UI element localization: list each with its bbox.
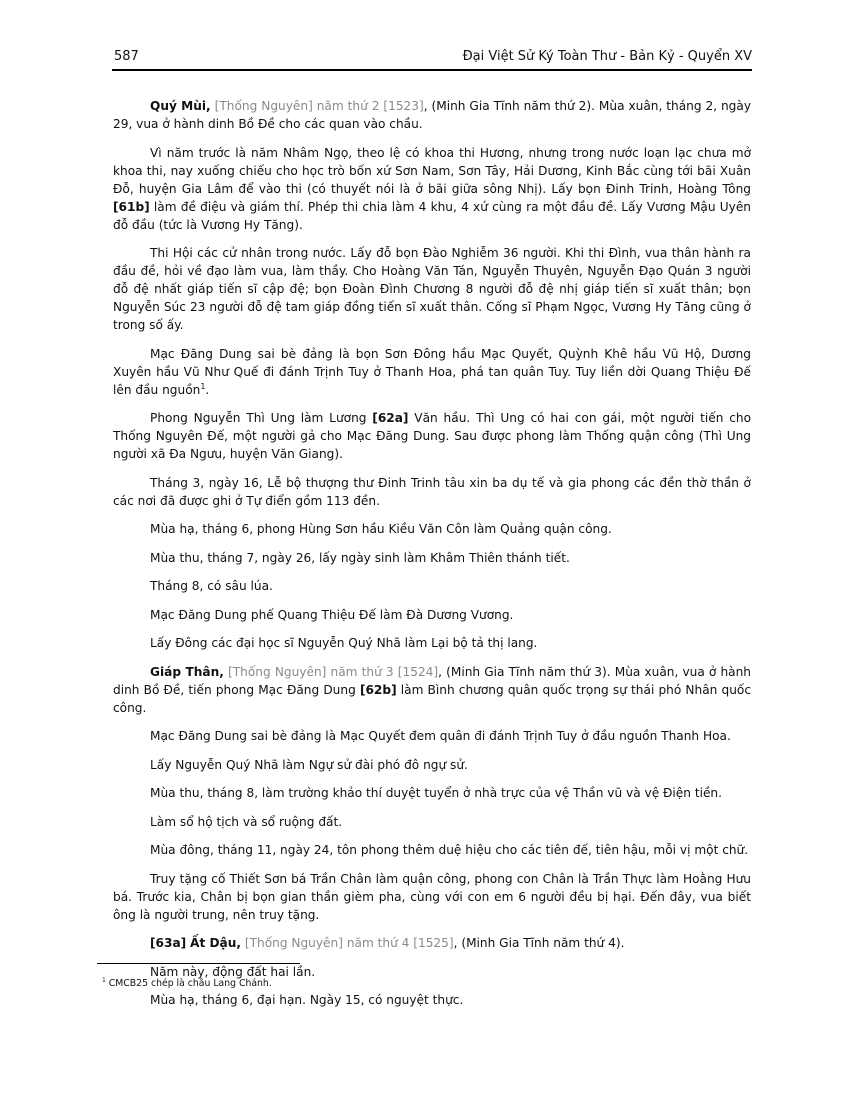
paragraph-text: Mạc Đăng Dung phế Quang Thiệu Đế làm Đà Dương Vương. (150, 607, 514, 622)
paragraph (113, 144, 751, 234)
paragraph (113, 606, 751, 624)
paragraph (113, 813, 751, 831)
paragraph (113, 841, 751, 859)
era-annotation: [Thống Nguyên] năm thứ 2 [1523] (214, 99, 424, 113)
paragraph (113, 727, 751, 745)
era-annotation: [Thống Nguyên] năm thứ 3 [1524] (228, 664, 439, 679)
paragraph-text: Văn hầu. Thì Ung có hai con gái, một người tiến cho Thống Nguyên Đế, một người gả cho Mạc Đăng Dung. Sau được phong làm Thống quận công (Thì Ung người xã Đa Ngưu, huyện Văn Giang). (113, 411, 752, 461)
paragraph-text: Mạc Đăng Dung sai bè đảng là bọn Sơn Đông hầu Mạc Quyết, Quỳnh Khê hầu Vũ Hộ, Dương Xuyên hầu Vũ Như Quế đi đánh Trịnh Tuy ở Thanh Hoa, phá tan quân Tuy. Tuy liền dời Quang Thiệu Đế lên đầu nguồn (113, 346, 751, 397)
paragraph-text: Tháng 3, ngày 16, Lễ bộ thượng thư Đinh Trinh tâu xin ba dụ tế và gia phong các đền thờ thần ở các nơi đã được ghi ở Tự điển gồm 113 đền. (113, 475, 751, 508)
paragraph-giap-than (113, 663, 751, 717)
paragraph-text: Vì năm trước là năm Nhâm Ngọ, theo lệ có khoa thi Hương, nhưng trong nước loạn lạc chưa mở khoa thi, nay xuống chiếu cho học trò bốn xứ Sơn Nam, Sơn Tây, Hải Dương, Kinh Bắc cùng tới bãi Xuân Đỗ, huyện Gia Lâm để vào thi (có thuyết nói là ở bãi giữa sông Nhị). Lấy bọn Đinh Trinh, Hoàng Tông (113, 145, 751, 196)
paragraph (113, 756, 751, 774)
book-title: Đại Việt Sử Ký Toàn Thư - Bản Kỷ - Quyển XV (462, 49, 752, 64)
paragraph-text: làm đề điệu và giám thí. Phép thi chia làm 4 khu, 4 xứ cùng ra một đầu đề. Lấy Vương Mậu Uyên đỗ đầu (tức là Vương Hy Tăng). (113, 199, 751, 232)
paragraph-text: , (Minh Gia Tĩnh năm thứ 3). Mùa xuân, vua ở hành dinh Bồ Đề, tiến phong Mạc Đăng Dung (113, 664, 752, 697)
paragraph-text: Làm sổ hộ tịch và sổ ruộng đất. (150, 814, 343, 829)
footnote-ref[interactable]: 1 (200, 381, 206, 391)
paragraph-end: . (205, 382, 210, 397)
year-heading: Ất Dậu, (190, 936, 241, 950)
folio-marker: [61b] (113, 199, 150, 214)
paragraph-text: Mùa thu, tháng 8, làm trường khảo thí duyệt tuyển ở nhà trực của vệ Thần vũ và vệ Điện tiền. (150, 786, 722, 800)
paragraph (113, 577, 751, 595)
folio-marker: [63a] (150, 936, 187, 950)
folio-marker: [62a] (372, 411, 409, 425)
paragraph-text: Mùa hạ, tháng 6, đại hạn. Ngày 15, có nguyệt thực. (150, 993, 464, 1007)
year-heading: Giáp Thân, (150, 664, 224, 679)
paragraph-text: Lấy Nguyễn Quý Nhã làm Ngự sử đài phó đô ngự sử. (150, 757, 468, 772)
paragraph-text: Mùa hạ, tháng 6, phong Hùng Sơn hầu Kiều Văn Côn làm Quảng quận công. (150, 522, 612, 536)
era-annotation: [Thống Nguyên] năm thứ 4 [1525] (244, 936, 454, 950)
page-number: 587 (114, 49, 139, 64)
page-header (112, 49, 752, 69)
paragraph-at-dau (113, 934, 751, 952)
paragraph (113, 244, 751, 334)
paragraph-text: Năm này, động đất hai lần. (150, 964, 316, 979)
paragraph (113, 784, 751, 802)
paragraph-text: Tháng 8, có sâu lúa. (150, 579, 273, 593)
year-heading: Quý Mùi, (150, 99, 211, 113)
paragraph-text: Truy tặng cố Thiết Sơn bá Trần Chân làm quận công, phong con Chân là Trần Thực làm Hoằng Hưu bá. Trước kia, Chân bị bọn gian thần gièm pha, cùng với con em 6 người đều bị hại. Đến đây, vua biết ông là người trung, nên truy tặng. (113, 871, 751, 922)
paragraph (113, 345, 751, 399)
paragraph-text: , (Minh Gia Tĩnh năm thứ 4). (453, 936, 625, 950)
page-body (113, 97, 751, 1020)
paragraph-text: Lấy Đông các đại học sĩ Nguyễn Quý Nhã làm Lại bộ tả thị lang. (150, 636, 538, 650)
paragraph-text: Phong Nguyễn Thì Ung làm Lương (150, 411, 373, 425)
paragraph-text: Mùa đông, tháng 11, ngày 24, tôn phong thêm duệ hiệu cho các tiên đế, tiên hậu, mỗi vị một chữ. (150, 843, 749, 857)
paragraph-text: Thi Hội các cử nhân trong nước. Lấy đỗ bọn Đào Nghiễm 36 người. Khi thi Đình, vua thân hành ra đầu đề, hỏi về đạo làm vua, làm thầy. Cho Hoàng Văn Tán, Nguyễn Thuyên, Nguyễn Đạo Quán 3 người đỗ đệ nhất giáp tiến sĩ cập đệ; bọn Đoàn Đình Chương 8 người đỗ đệ nhị giáp tiến sĩ xuất thân; bọn Nguyễn Súc 23 người đỗ đệ tam giáp đồng tiến sĩ xuất thân. Cống sĩ Phạm Ngọc, Vương Hy Tăng cũng ở trong số ấy. (113, 246, 751, 332)
paragraph (113, 991, 751, 1009)
paragraph-text: Mùa thu, tháng 7, ngày 26, lấy ngày sinh làm Khâm Thiên thánh tiết. (150, 550, 570, 565)
paragraph-quy-mui (113, 97, 751, 133)
footnote (102, 978, 272, 990)
paragraph-text: làm Bình chương quân quốc trọng sự thái phó Nhân quốc công. (113, 682, 751, 715)
footnote-number: 1 (102, 976, 106, 984)
footnote-text: CMCB25 chép là châu Lang Chánh. (108, 978, 272, 989)
header-rule (112, 69, 752, 71)
paragraph-text: , (Minh Gia Tĩnh năm thứ 2). Mùa xuân, tháng 2, ngày 29, vua ở hành dinh Bồ Đề cho các quan vào chầu. (113, 99, 752, 131)
footnote-separator (97, 963, 300, 964)
paragraph (113, 870, 751, 924)
folio-marker: [62b] (359, 682, 397, 697)
paragraph (113, 520, 751, 538)
paragraph (113, 474, 751, 510)
paragraph (113, 549, 751, 567)
paragraph (113, 409, 751, 463)
paragraph (113, 634, 751, 652)
paragraph-text: Mạc Đăng Dung sai bè đảng là Mạc Quyết đem quân đi đánh Trịnh Tuy ở đầu nguồn Thanh Hoa. (150, 729, 731, 743)
